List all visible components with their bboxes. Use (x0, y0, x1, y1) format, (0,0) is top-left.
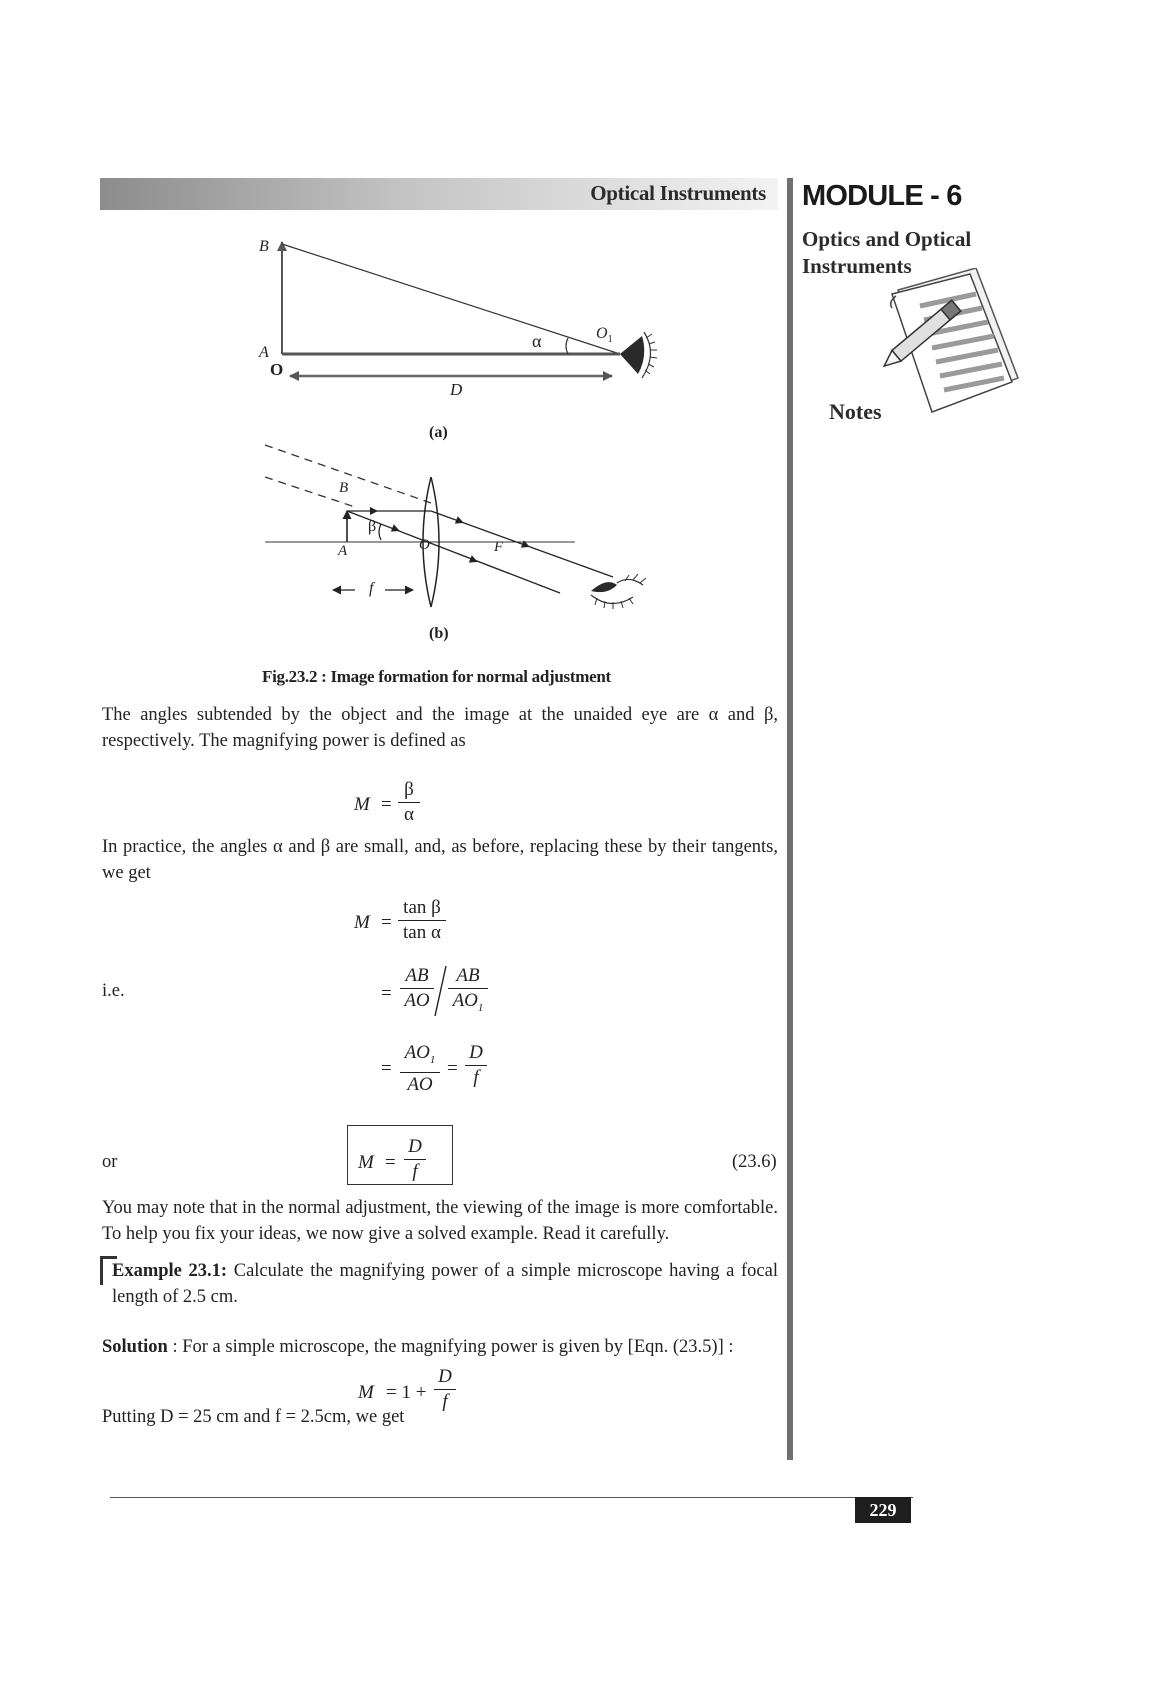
running-header-title: Optical Instruments (590, 181, 766, 205)
fig-a-label-alpha: α (532, 331, 542, 351)
boxed-equation (347, 1125, 453, 1185)
eq5-fraction: $\frac{D}{f}$ (404, 1135, 426, 1184)
fig-b-label-beta: β (368, 518, 377, 535)
fig-b-label-f: f (369, 580, 374, 597)
solution-label: Solution (102, 1337, 168, 1357)
fig-b-label-F: F (494, 539, 504, 555)
module-title: MODULE - 6 (802, 180, 962, 212)
eq3-equals: = (381, 983, 392, 1004)
eq3-slash (432, 962, 448, 1020)
fig-b-label-B: B (339, 480, 349, 496)
example-23-1 (112, 1258, 778, 1310)
putting-values-line: Putting D = 25 cm and f = 2.5cm, we get (102, 1407, 405, 1427)
fig-b-label-A: A (338, 543, 348, 559)
paragraph-practice: In practice, the angles α and β are small, and, as before, replacing these by their tangents, we get (102, 837, 778, 883)
eq6-fraction: $\frac{D}{f}$ (434, 1365, 456, 1414)
margin-divider (787, 178, 793, 1460)
notes-label: Notes (829, 399, 882, 424)
equation-number: (23.6) (732, 1152, 777, 1172)
fig-a-label-D: D (450, 380, 463, 399)
page-number: 229 (855, 1497, 911, 1523)
eq1-equals: = (381, 794, 392, 815)
eq2-fraction: $\frac{\text{tan β}}{\text{tan α}}$ (398, 896, 446, 945)
figure-caption: Fig.23.2 : Image formation for normal adjustment (262, 667, 611, 686)
eq1-M: M (354, 794, 370, 815)
fig-a-label-A: A (259, 344, 269, 361)
eq1-fraction: $\frac{\beta}{\alpha}$ (398, 778, 420, 827)
fig-a-part-label: (a) (429, 424, 448, 441)
solution-line (102, 1334, 778, 1360)
footer-rule (110, 1497, 913, 1498)
ie-label: i.e. (102, 981, 125, 1001)
eq4-fraction-right: $\frac{D}{f}$ (465, 1041, 487, 1090)
eq4-fraction-left: $\frac{AO_1}{AO}$ (400, 1041, 440, 1097)
eq6-M: M (358, 1382, 374, 1403)
eq2-equals: = (381, 912, 392, 933)
module-subtitle: Optics and Optical Instruments (802, 227, 972, 278)
fig-b-label-O: O (419, 537, 430, 553)
eq4-equals: = (381, 1058, 392, 1079)
eq5-equals: = (385, 1152, 396, 1173)
figure-b-diagram (255, 435, 655, 635)
fig-a-label-O1: $O_1$ (596, 325, 613, 346)
eq4-equals-2: = (447, 1058, 458, 1079)
fig-a-label-O: O (270, 360, 284, 379)
fig-a-label-B: B (259, 238, 269, 255)
eq2-M: M (354, 912, 370, 933)
example-label: Example 23.1: (112, 1261, 228, 1281)
eye-icon (591, 574, 646, 609)
or-label: or (102, 1152, 118, 1172)
solution-text: : For a simple microscope, the magnifying power is given by [Eqn. (23.5)] : (167, 1337, 734, 1357)
paragraph-normal-adjustment: You may note that in the normal adjustment, the viewing of the image is more comfortable. To help you fix your ideas, we now give a solved example. Read it carefully. (102, 1198, 778, 1244)
eq3-fraction-right: $\frac{AB}{AO_1}$ (448, 964, 488, 1020)
eq6-one-plus: = 1 + (386, 1382, 427, 1403)
fig-b-part-label: (b) (429, 625, 449, 642)
eq5-M: M (358, 1152, 374, 1173)
notes-pencil-icon (880, 268, 1020, 418)
paragraph-angles: The angles subtended by the object and the image at the unaided eye are α and β, respectively. The magnifying power is defined as (102, 705, 778, 751)
eq3-fraction-left: $\frac{AB}{AO}$ (400, 964, 434, 1013)
example-text: Calculate the magnifying power of a simple microscope having a focal length of 2.5 cm. (112, 1261, 778, 1307)
eye-icon (620, 332, 657, 378)
running-header-bar (100, 178, 778, 210)
